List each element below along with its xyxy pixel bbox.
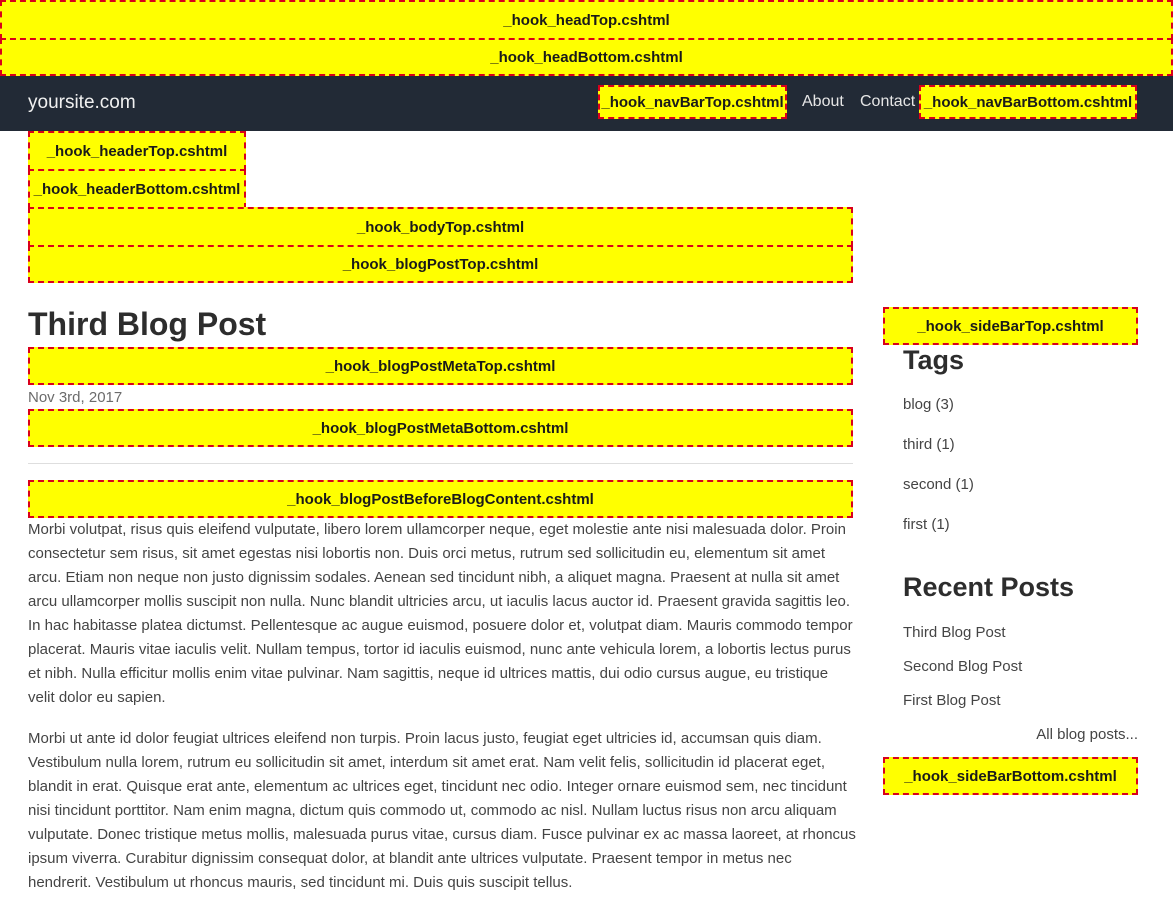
recent-post-link[interactable]: First Blog Post bbox=[903, 692, 1001, 709]
hook-label: _hook_sideBarBottom.cshtml bbox=[904, 767, 1117, 785]
tag-link-third[interactable]: third (1) bbox=[903, 436, 955, 453]
tag-link-first[interactable]: first (1) bbox=[903, 516, 950, 533]
post-paragraph: Morbi volutpat, risus quis eleifend vulputate, libero lorem ullamcorper neque, eget molestie ante nisi malesuada dolor. Proin consectetur sem risus, sit amet egestas nisi lobortis non. Duis orci metus, rutrum sed sollicitudin eu, elementum sit amet arcu. Etiam non neque non justo dignissim sodales. Aenean sed tincidunt nibh, a aliquet magna. Praesent at nulla sit amet arcu ullamcorper mollis suscipit non nulla. Nunc blandit ultricies arcu, ut iaculis lacus auctor id. Praesent gravida sagittis leo. In hac habitasse platea dictumst. Pellentesque ac augue euismod, posuere dolor et, volutpat diam. Mauris commodo tempor placerat. Mauris vitae iaculis velit. Nullam tempus, tortor id iaculis euismod, nunc ante vehicula lorem, a lobortis lectus purus et nibh. Nulla efficitur mollis enim vitae pulvinar. Nam sagittis, neque id ultrices mattis, dui odio cursus augue, eu tristique velit dolor eu sapien. bbox=[28, 521, 853, 706]
hook-blog-post-before-content bbox=[28, 480, 853, 518]
hook-label: _hook_headerBottom.cshtml bbox=[33, 180, 241, 198]
hook-body-top bbox=[28, 207, 853, 247]
hook-side-bar-bottom bbox=[883, 757, 1138, 795]
recent-post-link[interactable]: Third Blog Post bbox=[903, 624, 1006, 641]
recent-post-link[interactable]: Second Blog Post bbox=[903, 658, 1023, 675]
hook-navbar-bottom bbox=[919, 85, 1137, 119]
hook-label: _hook_navBarTop.cshtml bbox=[601, 93, 784, 111]
tags-heading: Tags bbox=[903, 345, 965, 375]
hook-header-bottom bbox=[28, 169, 246, 209]
post-date: Nov 3rd, 2017 bbox=[28, 389, 123, 406]
hook-label: _hook_blogPostTop.cshtml bbox=[342, 255, 539, 273]
nav-link-contact[interactable]: Contact bbox=[860, 93, 916, 110]
post-title: Third Blog Post bbox=[28, 306, 267, 342]
hook-label: _hook_navBarBottom.cshtml bbox=[923, 93, 1133, 111]
hook-label: _hook_headerTop.cshtml bbox=[46, 142, 228, 160]
tag-link-blog[interactable]: blog (3) bbox=[903, 396, 954, 413]
post-paragraph: Morbi ut ante id dolor feugiat ultrices eleifend non turpis. Proin lacus justo, feugiat eget ultricies id, accumsan quis diam. Vestibulum nulla lorem, rutrum eu sollicitudin sit amet, interdum sit amet erat. Nam velit felis, sollicitudin id placerat eget, blandit in erat. Quisque erat ante, elementum ac ultrices eget, tincidunt nec odio. Integer ornare euismod sem, nec tincidunt nisi tincidunt porttitor. Nam enim magna, dictum quis commodo ut, commodo ac nisl. Nullam luctus risus non arcu aliquam vulputate. Donec tristique metus mollis, malesuada purus vitae, cursus diam. Fusce pulvinar ex ac massa laoreet, at rhoncus ipsum viverra. Curabitur dignissim consequat dolor, at blandit ante ultrices vulputate. Praesent tempor in metus nec hendrerit. Vestibulum ut rhoncus mauris, sed tincidunt mi. Duis quis suscipit tellus. bbox=[28, 730, 856, 891]
hook-blog-post-top bbox=[28, 245, 853, 283]
hook-head-top bbox=[0, 0, 1173, 40]
tag-link-second[interactable]: second (1) bbox=[903, 476, 974, 493]
hook-label: _hook_blogPostBeforeBlogContent.cshtml bbox=[287, 490, 594, 508]
hook-side-bar-top bbox=[883, 307, 1138, 345]
hook-label: _hook_bodyTop.cshtml bbox=[356, 218, 525, 236]
hook-label: _hook_blogPostMetaBottom.cshtml bbox=[312, 419, 569, 437]
hook-label: _hook_headTop.cshtml bbox=[503, 11, 670, 29]
all-blog-posts-link[interactable]: All blog posts... bbox=[1036, 726, 1138, 743]
hook-blog-post-meta-top bbox=[28, 347, 853, 385]
hook-navbar-top bbox=[598, 85, 787, 119]
recent-posts-heading: Recent Posts bbox=[903, 572, 1075, 602]
hook-blog-post-meta-bottom bbox=[28, 409, 853, 447]
hook-label: _hook_sideBarTop.cshtml bbox=[917, 317, 1104, 335]
divider bbox=[28, 463, 853, 464]
hook-label: _hook_headBottom.cshtml bbox=[490, 48, 683, 66]
nav-link-about[interactable]: About bbox=[802, 93, 844, 110]
hook-header-top bbox=[28, 131, 246, 171]
hook-head-bottom bbox=[0, 38, 1173, 76]
brand-link[interactable]: yoursite.com bbox=[28, 92, 136, 113]
hook-label: _hook_blogPostMetaTop.cshtml bbox=[325, 357, 556, 375]
